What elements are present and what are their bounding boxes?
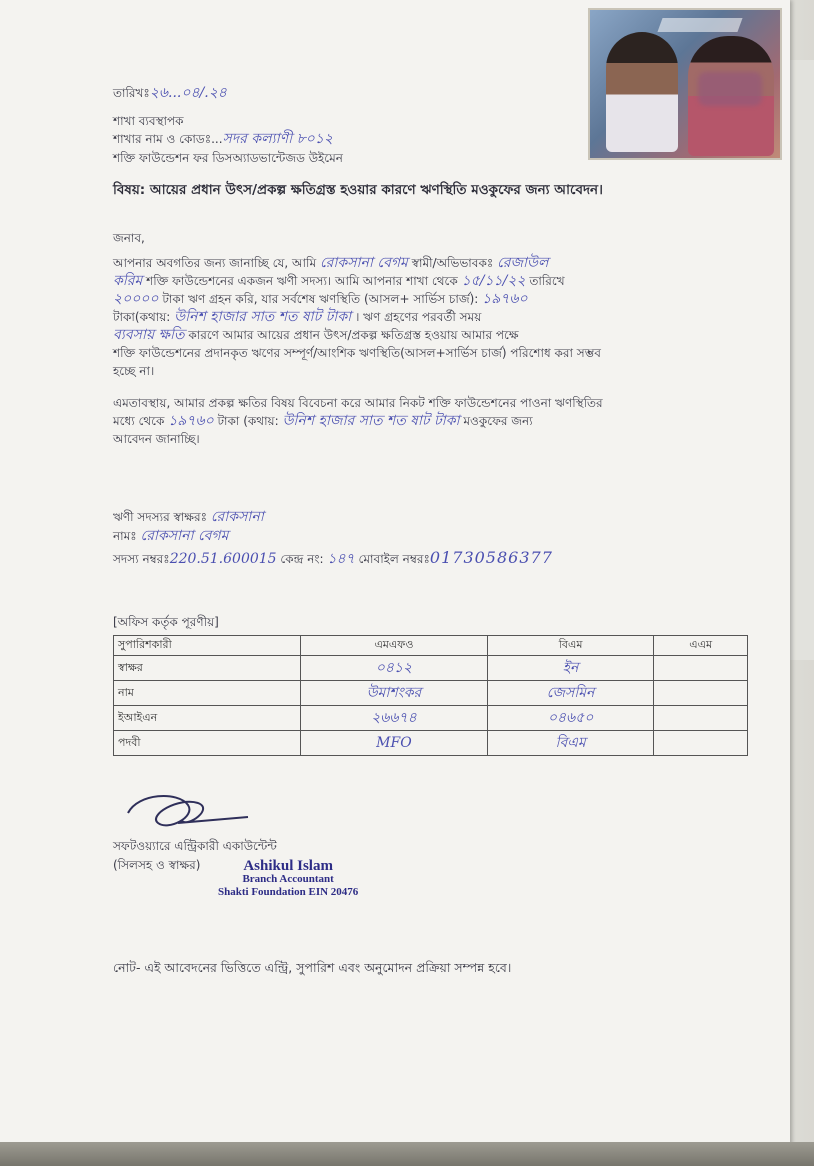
member-name-hw: রোকসানা বেগম	[140, 528, 229, 544]
guardian-name-hw-2: করিম	[113, 273, 143, 289]
organization-line: শক্তি ফাউন্ডেশন ফর ডিসঅ্যাডভান্টেজড উইমেন	[113, 151, 343, 165]
date-value: ২৬...০৪/.২৪	[149, 85, 227, 101]
table-cell: ইন	[487, 656, 653, 681]
center-hw: ১৪৭	[327, 551, 355, 567]
table-cell	[654, 706, 748, 731]
subject-line: বিষয়: আয়ের প্রধান উৎস/প্রকল্প ক্ষতিগ্রস্ত হওয়ার কারণে ঋণস্থিতি মওকুফের জন্য আবেদন।	[113, 182, 603, 198]
waiver-amount-hw: ১৯৭৬০	[168, 413, 214, 429]
table-cell: ০৪১২	[301, 656, 488, 681]
date-label: তারিখঃ	[113, 86, 150, 100]
note-line: নোট- এই আবেদনের ভিত্তিতে এন্ট্রি, সুপারিশ এবং অনুমোদন প্রক্রিয়া সম্পন্ন হবে।	[113, 960, 512, 975]
body-line-6: শক্তি ফাউন্ডেশনের প্রদানকৃত ঋণের সম্পূর্ণ/আংশিক ঋণস্থিতি(আসল+সার্ভিস চার্জ) পরিশোধ করা সম্ভব	[113, 346, 601, 360]
body-text: তারিখে	[529, 274, 565, 288]
body-line-4	[113, 309, 481, 325]
loss-reason-hw: ব্যবসায় ক্ষতি	[113, 327, 185, 343]
table-header: এমএফও	[301, 636, 488, 656]
table-header-row	[114, 636, 748, 656]
member-id-label: সদস্য নম্বরঃ	[113, 552, 170, 566]
guardian-name-hw: রেজাউল	[497, 255, 549, 271]
office-caption: [অফিস কর্তৃক পূরণীয়]	[113, 615, 219, 629]
table-cell: বিএম	[487, 731, 653, 756]
table-cell: ২৬৬৭৪	[301, 706, 488, 731]
table-cell: MFO	[301, 731, 488, 756]
mobile-label: মোবাইল নম্বরঃ	[358, 552, 430, 566]
table-row	[114, 731, 748, 756]
waiver-words-hw: উনিশ হাজার সাত শত ষাট টাকা	[282, 413, 460, 429]
body-text: মওকুফের জন্য	[463, 414, 533, 428]
table-cell	[654, 681, 748, 706]
stamp-title: Branch Accountant	[242, 873, 334, 885]
body-para2-line-1: এমতাবস্থায়, আমার প্রকল্প ক্ষতির বিষয় বিবেচনা করে আমার নিকট শক্তি ফাউন্ডেশনের পাওনা ঋণস্থিতির	[113, 396, 603, 410]
branch-value: সদর কল্যাণী ৮০১২	[222, 131, 333, 147]
table-row-label: নাম	[114, 681, 301, 706]
table-row	[114, 706, 748, 731]
table-row-label: স্বাক্ষর	[114, 656, 301, 681]
male-portrait	[606, 32, 678, 152]
accountant-stamp	[218, 860, 358, 899]
office-table	[113, 635, 748, 756]
center-label: কেন্দ্র নং:	[280, 552, 324, 566]
table-header: বিএম	[487, 636, 653, 656]
table-row	[114, 656, 748, 681]
body-line-7: হচ্ছে না।	[113, 364, 155, 378]
body-text: শক্তি ফাউন্ডেশনের একজন ঋণী সদস্য। আমি আপনার শাখা থেকে	[146, 274, 458, 288]
outstanding-hw: ১৯৭৬০	[482, 291, 528, 307]
body-text: টাকা(কথায়:	[113, 310, 171, 324]
member-signature-hw: রোকসানা	[210, 509, 264, 525]
member-name-line	[113, 528, 228, 544]
body-text: আপনার অবগতির জন্য জানাচ্ছি যে, আমি	[113, 256, 317, 270]
loan-date-hw: ১৫/১১/২২	[461, 273, 526, 289]
member-id-hw: 220.51.600015	[169, 551, 277, 567]
seal-signature-line: (সিলসহ ও স্বাক্ষর)	[113, 858, 201, 872]
member-id-line	[113, 550, 553, 567]
member-name-label: নামঃ	[113, 529, 137, 543]
body-text: স্বামী/অভিভাবকঃ	[411, 256, 494, 270]
body-text: টাকা ঋণ গ্রহন করি, যার সর্বশেষ ঋণস্থিতি (আসল+ সার্ভিস চার্জ):	[162, 292, 479, 306]
body-text: টাকা (কথায়:	[217, 414, 279, 428]
branch-line	[113, 131, 333, 147]
table-cell	[654, 656, 748, 681]
applicant-name-hw: রোকসানা বেগম	[319, 255, 408, 271]
salutation: জনাব,	[113, 231, 145, 245]
body-text: মধ্যে থেকে	[113, 414, 165, 428]
stamp-name: Ashikul Islam	[243, 858, 333, 874]
body-para2-line-3: আবেদন জানাচ্ছি।	[113, 432, 200, 446]
loan-amount-hw: ২০০০০	[113, 291, 159, 307]
date-line	[113, 85, 227, 101]
table-header: এএম	[654, 636, 748, 656]
table-row	[114, 681, 748, 706]
body-line-5	[113, 327, 519, 343]
applicant-photo	[588, 8, 782, 160]
branch-label: শাখার নাম ও কোডঃ...	[113, 132, 223, 146]
table-cell: ০৪৬৫০	[487, 706, 653, 731]
body-text: কারণে আমার আয়ের প্রধান উৎস/প্রকল্প ক্ষতিগ্রস্ত হওয়ায় আমার পক্ষে	[188, 328, 519, 342]
amount-words-hw: উনিশ হাজার সাত শত ষাট টাকা	[174, 309, 352, 325]
table-row-label: পদবী	[114, 731, 301, 756]
mobile-hw: 01730586377	[429, 548, 553, 567]
body-line-1	[113, 255, 548, 271]
blurred-face	[698, 72, 762, 106]
body-para2-line-2	[113, 413, 533, 429]
branch-manager-line: শাখা ব্যবস্থাপক	[113, 114, 184, 128]
table-cell: জেসমিন	[487, 681, 653, 706]
member-signature-label: ঋণী সদস্যর স্বাক্ষরঃ	[113, 510, 207, 524]
table-cell: উমাশংকর	[301, 681, 488, 706]
accountant-line: সফটওয়্যারে এন্ট্রিকারী একাউন্টেন্ট	[113, 839, 277, 853]
table-row-label: ইআইএন	[114, 706, 301, 731]
member-signature-line	[113, 509, 264, 525]
body-text: । ঋণ গ্রহণের পরবর্তী সময়	[355, 310, 482, 324]
body-line-3	[113, 291, 528, 307]
table-surface	[0, 1142, 814, 1166]
body-line-2	[113, 273, 565, 289]
table-header: সুপারিশকারী	[114, 636, 301, 656]
table-cell	[654, 731, 748, 756]
stamp-org: Shakti Foundation EIN 20476	[218, 886, 359, 898]
accountant-signature	[118, 783, 258, 843]
